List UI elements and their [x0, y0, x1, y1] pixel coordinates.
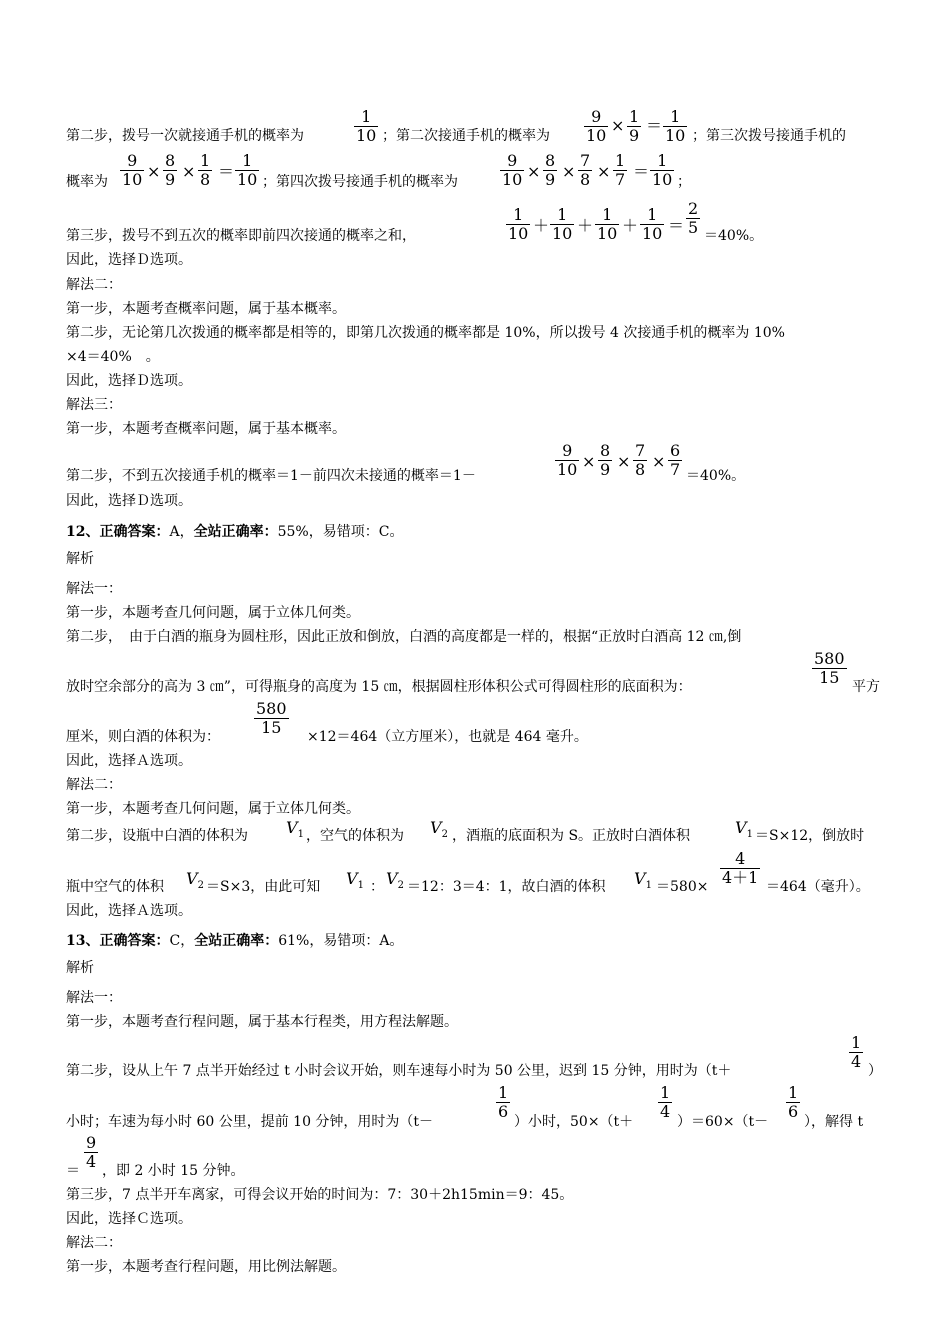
q11-step2-line1	[66, 126, 304, 146]
text: 第三步，拨号不到五次的概率即前四次接通的概率之和，	[66, 228, 416, 244]
plus-symbol: ＋	[622, 216, 639, 235]
q11-conclusion1: 因此，选择Ｄ选项。	[66, 252, 192, 268]
equals-symbol: ＝	[633, 162, 650, 181]
fraction-1-10: 1 10	[552, 205, 573, 243]
q13-m1-step2h: ，即 2 小时 15 分钟。	[102, 1163, 245, 1179]
equals-symbol: ＝	[668, 216, 685, 235]
times-symbol: ×	[611, 116, 625, 135]
fraction-9-10: 9 10	[557, 441, 578, 479]
plus-symbol: ＋	[533, 216, 550, 235]
plus-symbol: ＋	[577, 216, 594, 235]
fraction-1-10: 1 10	[665, 107, 686, 145]
q13-m1-step2f: ），解得 t	[804, 1114, 864, 1130]
variable-v2: $V_2$	[186, 869, 204, 892]
q11-step2-line1b	[382, 126, 550, 146]
times-symbol: ×	[597, 162, 611, 181]
fraction-1-4: 1 4	[660, 1083, 671, 1121]
text: ；第四次拨号接通手机的概率为	[262, 174, 458, 190]
text: 第二步，不到五次接通手机的概率＝1－前四次未接通的概率＝1－	[66, 468, 476, 484]
fraction-1-10: 1 10	[237, 151, 258, 189]
q12-header	[66, 522, 403, 542]
q11-conclusion3: 因此，选择Ｄ选项。	[66, 493, 192, 509]
text: ；	[677, 174, 691, 190]
q11-conclusion2: 因此，选择Ｄ选项。	[66, 373, 192, 389]
q12-m2-step2h: ＝12：3＝4：1，故白酒的体积	[407, 879, 606, 895]
q11-m2-step2a: 第二步，无论第几次拨通的概率都是相等的，即第几次拨通的概率都是 10%，所以拨号 4 次接通手机的概率为 10%	[66, 325, 785, 341]
q11-step2-line2c	[677, 172, 691, 192]
text: 瓶中空气的体积	[66, 879, 164, 895]
rate-label: 全站正确率：	[194, 933, 279, 949]
rate-value: 55%，易错项：C。	[277, 524, 404, 540]
q12-m1-step2c: 平方	[852, 679, 880, 695]
fraction-9-4: 9 4	[86, 1133, 97, 1171]
text: 第二步，拨号一次就接通手机的概率为	[66, 128, 304, 144]
equals-symbol: ＝	[646, 116, 663, 135]
text: 概率为	[66, 174, 108, 190]
times-symbol: ×	[147, 162, 161, 181]
q12-conclusion1: 因此，选择Ａ选项。	[66, 753, 192, 769]
q12-method2: 解法二：	[66, 777, 122, 793]
times-symbol: ×	[652, 452, 666, 471]
fraction-8-9: 8 9	[165, 151, 176, 189]
q12-m2-step2i: ＝580×	[656, 879, 709, 895]
fraction-9-10: 9 10	[502, 151, 523, 189]
q13-m1-step2d: ）小时，50×（t＋	[514, 1114, 634, 1130]
equals-symbol: ＝	[218, 162, 235, 181]
q11-step2-line2b	[262, 172, 458, 192]
fraction-9-10: 9 10	[586, 107, 607, 145]
fraction-1-6: 1 6	[788, 1083, 799, 1121]
q13-conclusion1: 因此，选择Ｃ选项。	[66, 1211, 192, 1227]
text: 小时；车速为每小时 60 公里，提前 10 分钟，用时为（t－	[66, 1114, 434, 1130]
q13-header	[66, 931, 403, 951]
q13-method1: 解法一：	[66, 990, 122, 1006]
text: 放时空余部分的高为 3 ㎝”，可得瓶身的高度为 15 ㎝，根据圆柱形体积公式可得圆柱形的底面积为：	[66, 679, 692, 695]
q12-m2-step2d: ＝S×12，倒放时	[755, 828, 865, 844]
q11-step2-line2	[66, 172, 108, 192]
text: ；第二次接通手机的概率为	[382, 128, 550, 144]
answer: C，	[169, 933, 195, 949]
q12-m2-step2g: ：	[370, 879, 384, 895]
fraction-1-10: 1 10	[642, 205, 663, 243]
fraction-1-4: 1 4	[851, 1033, 862, 1071]
fraction-8-9: 8 9	[600, 441, 611, 479]
fraction-1-10: 1 10	[597, 205, 618, 243]
variable-v1: $V_1$	[634, 869, 652, 892]
q12-m1-step2a: 第二步， 由于白酒的瓶身为圆柱形，因此正放和倒放，白酒的高度都是一样的，根据“正放时白酒高 12 ㎝,倒	[66, 629, 742, 645]
answer: A，	[169, 524, 194, 540]
q12-m2-step2-line1	[66, 826, 248, 846]
q11-m2-step1: 第一步，本题考查概率问题，属于基本概率。	[66, 301, 346, 317]
q12-m2-step2f: ＝S×3，由此可知	[206, 879, 321, 895]
q13-m2-step1: 第一步，本题考查行程问题，用比例法解题。	[66, 1259, 346, 1275]
fraction-1-7: 1 7	[615, 151, 626, 189]
times-symbol: ×	[582, 452, 596, 471]
q11-step3	[66, 226, 416, 246]
q13-analysis: 解析	[66, 960, 94, 976]
times-symbol: ×	[617, 452, 631, 471]
q11-step3-result	[704, 226, 763, 246]
q12-m1-step1: 第一步，本题考查几何问题，属于立体几何类。	[66, 605, 360, 621]
rate-value: 61%，易错项：A。	[278, 933, 404, 949]
q11-m3-step1: 第一步，本题考查概率问题，属于基本概率。	[66, 421, 346, 437]
q12-conclusion2: 因此，选择Ａ选项。	[66, 903, 192, 919]
fraction-6-7: 6 7	[670, 441, 681, 479]
text: 第二步，设瓶中白酒的体积为	[66, 828, 248, 844]
q11-method2: 解法二：	[66, 277, 122, 293]
q11-m2-step2b: ×4＝40% 。	[66, 349, 160, 365]
q12-analysis: 解析	[66, 551, 94, 567]
text: ＝	[66, 1163, 80, 1179]
fraction-8-9: 8 9	[545, 151, 556, 189]
q11-m3-step2	[66, 466, 476, 486]
variable-v2: $V_2$	[430, 818, 448, 841]
q13-m1-step2-line2	[66, 1112, 433, 1132]
variable-v1: $V_1$	[286, 818, 304, 841]
text: 厘米，则白酒的体积为：	[66, 729, 220, 745]
fraction-1-10: 1 10	[652, 151, 673, 189]
q13-m1-step2b: ）	[868, 1063, 882, 1079]
text: ；第三次拨号接通手机的	[692, 128, 846, 144]
question-number: 12、正确答案：	[66, 524, 170, 540]
fraction-4-over-4plus1: 4 4＋1	[722, 849, 759, 887]
fraction-9-10: 9 10	[122, 151, 143, 189]
question-number: 13、正确答案：	[66, 933, 170, 949]
q13-m1-step2-line3	[66, 1161, 80, 1181]
times-symbol: ×	[527, 162, 541, 181]
q13-m1-step3: 第三步，7 点半开车离家，可得会议开始的时间为：7：30＋2h15min＝9：45。	[66, 1187, 574, 1203]
fraction-1-9: 1 9	[629, 107, 640, 145]
times-symbol: ×	[182, 162, 196, 181]
fraction-1-10: 1 10	[508, 205, 529, 243]
fraction-1-6: 1 6	[498, 1083, 509, 1121]
variable-v1: $V_1$	[346, 869, 364, 892]
q12-m2-step2c: ，酒瓶的底面积为 S。正放时白酒体积	[452, 828, 691, 844]
q12-m2-step2j: ＝464（毫升）。	[766, 879, 870, 895]
rate-label: 全站正确率：	[193, 524, 278, 540]
fraction-7-8: 7 8	[580, 151, 591, 189]
text: ＝40%。	[686, 468, 746, 484]
q12-m1-step2b	[66, 677, 692, 697]
q12-m2-step2-line2	[66, 877, 164, 897]
q12-m1-step2d	[66, 727, 220, 747]
text: ＝40%。	[704, 228, 764, 244]
fraction-580-15: 580 15	[814, 649, 845, 687]
fraction-1-8: 1 8	[200, 151, 211, 189]
fraction-2-5: 2 5	[688, 199, 699, 237]
q12-method1: 解法一：	[66, 581, 122, 597]
q12-m1-step2e: ×12＝464（立方厘米），也就是 464 毫升。	[307, 729, 588, 745]
q13-method2: 解法二：	[66, 1235, 122, 1251]
fraction-7-8: 7 8	[635, 441, 646, 479]
times-symbol: ×	[562, 162, 576, 181]
q13-m1-step1: 第一步，本题考查行程问题，属于基本行程类，用方程法解题。	[66, 1014, 458, 1030]
fraction-580-15: 580 15	[256, 699, 287, 737]
fraction-1-10: 1 10	[356, 107, 377, 145]
q13-m1-step2-line1	[66, 1061, 731, 1081]
variable-v2: $V_2$	[386, 869, 404, 892]
q11-method3: 解法三：	[66, 397, 122, 413]
q11-m3-result	[686, 466, 745, 486]
variable-v1: $V_1$	[735, 818, 753, 841]
text: 第二步，设从上午 7 点半开始经过 t 小时会议开始，则车速每小时为 50 公里，迟到 15 分钟，用时为（t＋	[66, 1063, 732, 1079]
q12-m2-step2b: ，空气的体积为	[306, 828, 404, 844]
q11-step2-line1c	[692, 126, 846, 146]
q12-m2-step1: 第一步，本题考查几何问题，属于立体几何类。	[66, 801, 360, 817]
q13-m1-step2e: ）＝60×（t－	[677, 1114, 769, 1130]
